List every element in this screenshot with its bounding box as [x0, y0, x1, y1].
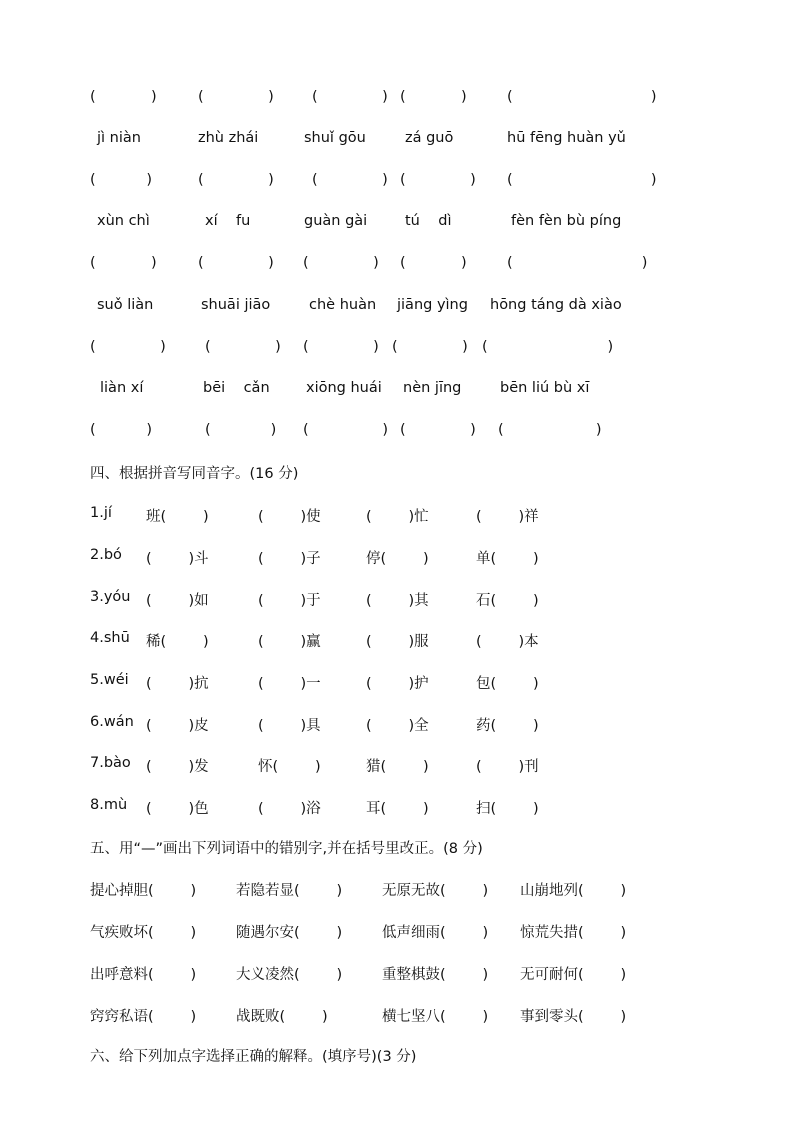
- idiom-correction: 横七坚八( ): [382, 1009, 489, 1025]
- homophone-blank: ( )于: [258, 593, 321, 609]
- idiom-correction: 出呼意料( ): [90, 967, 197, 983]
- homophone-blank: 班( ): [146, 509, 209, 525]
- pinyin-word: zá guō: [405, 130, 454, 146]
- homophone-blank: ( )服: [366, 634, 429, 650]
- pinyin-word: shuāi jiāo: [201, 297, 271, 313]
- homophone-blank: 猎( ): [366, 759, 429, 775]
- homophone-blank: 包( ): [476, 676, 539, 692]
- pinyin-label: 4.shū: [90, 630, 130, 646]
- section-4-heading: 四、根据拼音写同音字。(16 分): [90, 466, 299, 482]
- idiom-correction: 山崩地列( ): [520, 883, 627, 899]
- homophone-blank: ( )全: [366, 718, 429, 734]
- homophone-blank: 石( ): [476, 593, 539, 609]
- answer-parentheses: ( ): [90, 172, 153, 188]
- idiom-correction: 战既败( ): [236, 1009, 328, 1025]
- pinyin-word: hōng táng dà xiào: [490, 297, 622, 313]
- answer-parentheses: ( ): [198, 172, 274, 188]
- homophone-blank: ( )发: [146, 759, 209, 775]
- pinyin-word: liàn xí: [100, 380, 144, 396]
- homophone-blank: ( )祥: [476, 509, 539, 525]
- pinyin-label: 7.bào: [90, 755, 131, 771]
- answer-parentheses: ( ): [507, 89, 657, 105]
- homophone-blank: ( )具: [258, 718, 321, 734]
- pinyin-word: bēn liú bù xī: [500, 380, 590, 396]
- homophone-blank: ( )子: [258, 551, 321, 567]
- pinyin-word: xùn chì: [97, 213, 150, 229]
- pinyin-word: chè huàn: [309, 297, 377, 313]
- pinyin-word: suǒ liàn: [97, 297, 154, 313]
- homophone-blank: 扫( ): [476, 801, 539, 817]
- pinyin-word: shuǐ gōu: [304, 130, 366, 146]
- pinyin-word: xiōng huái: [306, 380, 382, 396]
- pinyin-word: jì niàn: [97, 130, 141, 146]
- answer-parentheses: ( ): [90, 89, 157, 105]
- homophone-blank: ( )刊: [476, 759, 539, 775]
- answer-parentheses: ( ): [90, 422, 153, 438]
- idiom-correction: 窍窍私语( ): [90, 1009, 197, 1025]
- answer-parentheses: ( ): [312, 172, 388, 188]
- pinyin-word: zhù zhái: [198, 130, 259, 146]
- answer-parentheses: ( ): [507, 255, 648, 271]
- answer-parentheses: ( ): [482, 339, 614, 355]
- answer-parentheses: ( ): [303, 422, 389, 438]
- pinyin-word: tú dì: [405, 213, 452, 229]
- answer-parentheses: ( ): [198, 255, 274, 271]
- answer-parentheses: ( ): [90, 339, 166, 355]
- homophone-blank: ( )斗: [146, 551, 209, 567]
- idiom-correction: 惊荒失措( ): [520, 925, 627, 941]
- homophone-blank: 药( ): [476, 718, 539, 734]
- homophone-blank: 怀( ): [258, 759, 321, 775]
- homophone-blank: ( )如: [146, 593, 209, 609]
- pinyin-word: fèn fèn bù píng: [511, 213, 622, 229]
- answer-parentheses: ( ): [400, 89, 467, 105]
- homophone-blank: ( )忙: [366, 509, 429, 525]
- answer-parentheses: ( ): [90, 255, 157, 271]
- homophone-blank: 停( ): [366, 551, 429, 567]
- homophone-blank: 单( ): [476, 551, 539, 567]
- pinyin-label: 6.wán: [90, 714, 134, 730]
- homophone-blank: 稀( ): [146, 634, 209, 650]
- answer-parentheses: ( ): [400, 422, 476, 438]
- homophone-blank: ( )赢: [258, 634, 321, 650]
- idiom-correction: 随遇尔安( ): [236, 925, 343, 941]
- answer-parentheses: ( ): [400, 255, 467, 271]
- idiom-correction: 低声细雨( ): [382, 925, 489, 941]
- homophone-blank: ( )一: [258, 676, 321, 692]
- answer-parentheses: ( ): [498, 422, 602, 438]
- pinyin-word: nèn jīng: [403, 380, 462, 396]
- answer-parentheses: ( ): [303, 339, 379, 355]
- homophone-blank: 耳( ): [366, 801, 429, 817]
- answer-parentheses: ( ): [507, 172, 657, 188]
- homophone-blank: ( )色: [146, 801, 209, 817]
- answer-parentheses: ( ): [198, 89, 274, 105]
- homophone-blank: ( )抗: [146, 676, 209, 692]
- idiom-correction: 无可耐何( ): [520, 967, 627, 983]
- answer-parentheses: ( ): [312, 89, 388, 105]
- idiom-correction: 提心掉胆( ): [90, 883, 197, 899]
- homophone-blank: ( )护: [366, 676, 429, 692]
- answer-parentheses: ( ): [303, 255, 379, 271]
- pinyin-label: 3.yóu: [90, 589, 131, 605]
- pinyin-label: 8.mù: [90, 797, 128, 813]
- idiom-correction: 事到零头( ): [520, 1009, 627, 1025]
- idiom-correction: 无原无故( ): [382, 883, 489, 899]
- pinyin-word: hū fēng huàn yǔ: [507, 130, 626, 146]
- answer-parentheses: ( ): [205, 339, 281, 355]
- answer-parentheses: ( ): [400, 172, 476, 188]
- pinyin-word: jiāng yìng: [397, 297, 468, 313]
- idiom-correction: 重整棋鼓( ): [382, 967, 489, 983]
- idiom-correction: 气疾败坏( ): [90, 925, 197, 941]
- idiom-correction: 大义凌然( ): [236, 967, 343, 983]
- homophone-blank: ( )浴: [258, 801, 321, 817]
- pinyin-label: 1.jí: [90, 505, 112, 521]
- pinyin-word: guàn gài: [304, 213, 368, 229]
- pinyin-label: 2.bó: [90, 547, 122, 563]
- section-5-heading: 五、用“—”画出下列词语中的错别字,并在括号里改正。(8 分): [90, 841, 483, 857]
- pinyin-label: 5.wéi: [90, 672, 129, 688]
- section-6-heading: 六、给下列加点字选择正确的解释。(填序号)(3 分): [90, 1049, 417, 1065]
- homophone-blank: ( )其: [366, 593, 429, 609]
- answer-parentheses: ( ): [205, 422, 277, 438]
- homophone-blank: ( )皮: [146, 718, 209, 734]
- pinyin-word: xí fu: [205, 213, 251, 229]
- homophone-blank: ( )使: [258, 509, 321, 525]
- answer-parentheses: ( ): [392, 339, 468, 355]
- pinyin-word: bēi cǎn: [203, 380, 270, 396]
- homophone-blank: ( )本: [476, 634, 539, 650]
- idiom-correction: 若隐若显( ): [236, 883, 343, 899]
